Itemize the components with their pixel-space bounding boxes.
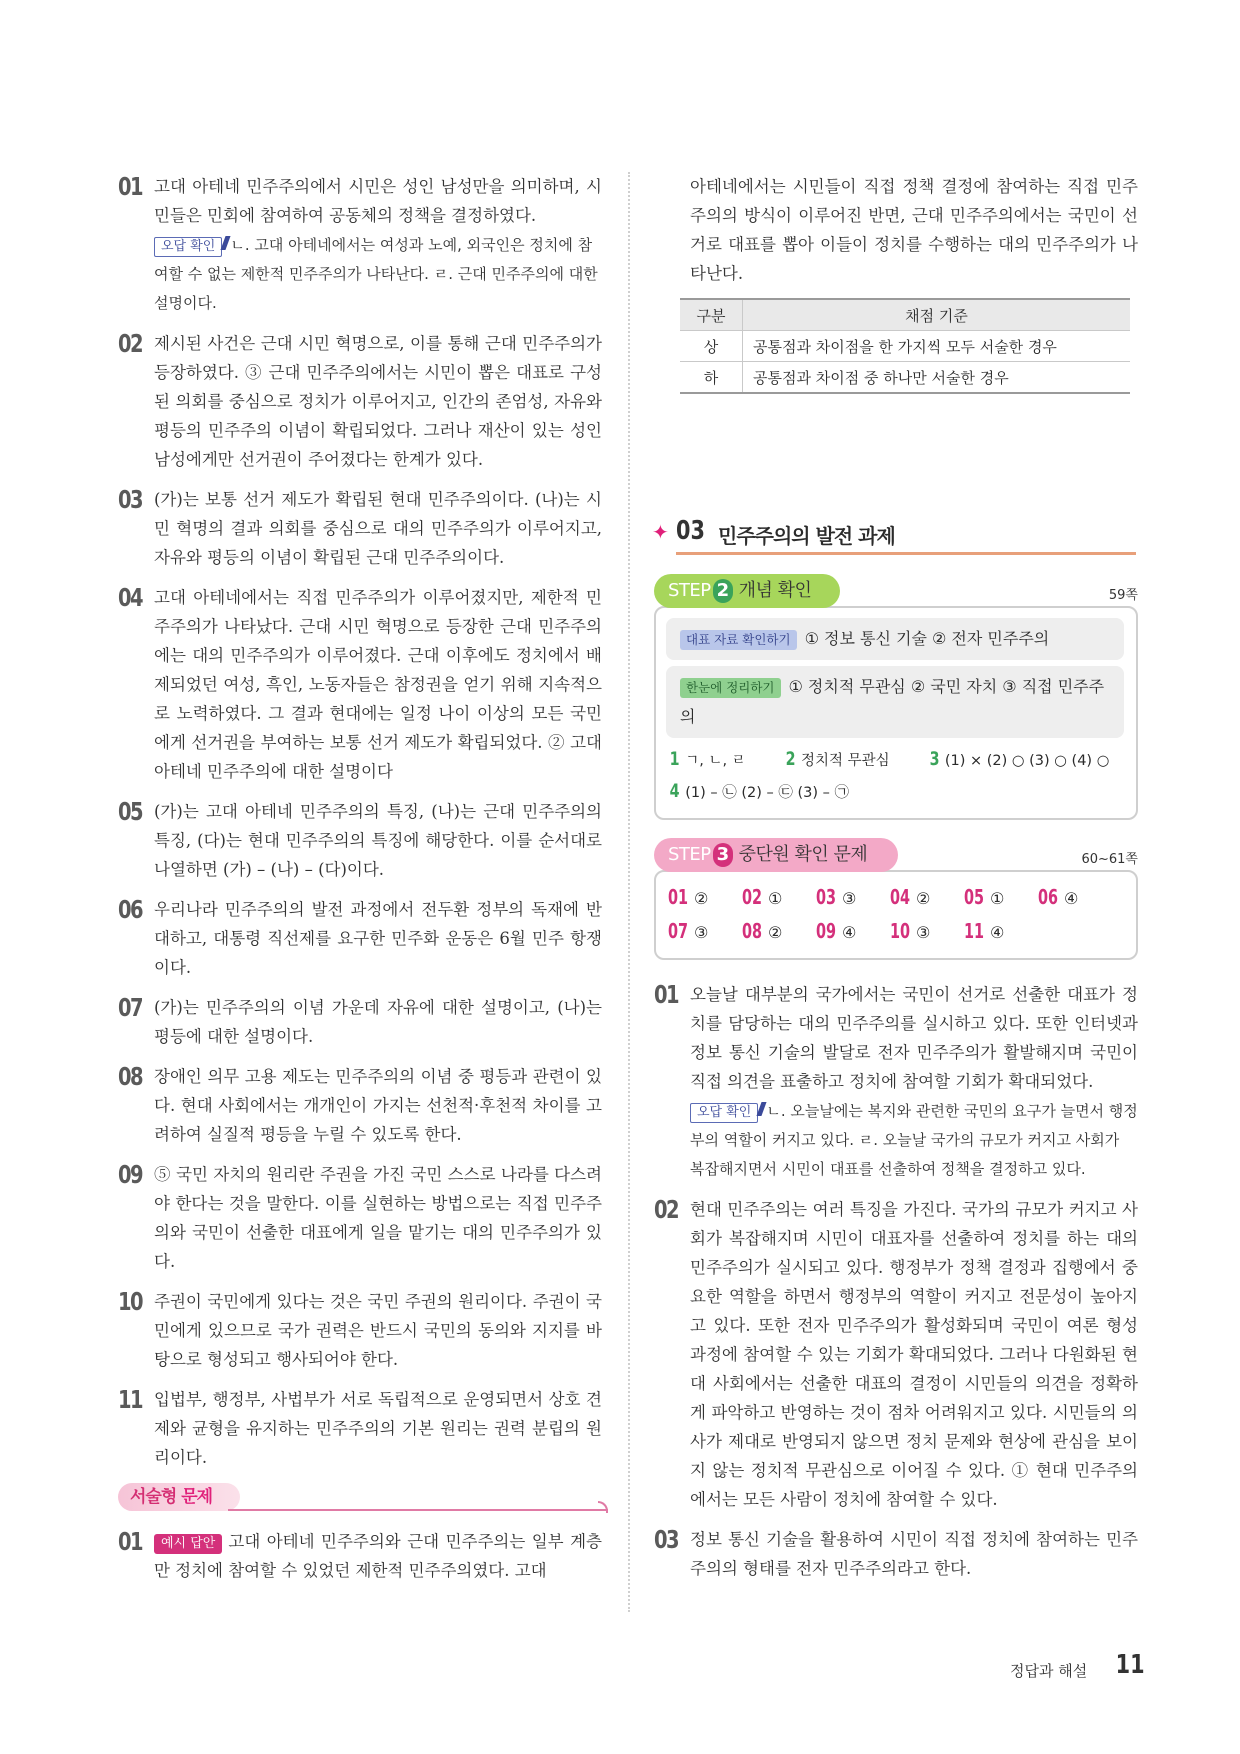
summary-tag: 한눈에 정리하기 xyxy=(680,678,781,698)
step-number-badge: 3 xyxy=(713,843,733,867)
grading-table xyxy=(680,298,1130,394)
item-text: (가)는 고대 아테네 민주주의의 특징, (나)는 근대 민주주의의 특징, (다)는 현대 민주주의의 특징에 해당한다. 이를 순서대로 나열하면 (가) – (나) – (다)이다. xyxy=(154,802,602,879)
answer-item-06 xyxy=(118,895,602,982)
item-number: 01 xyxy=(118,172,143,201)
essay-answer: 예시 답안 고대 아테네 민주주의와 근대 민주주의는 일부 계층만 정치에 참여할 수 있었던 제한적 민주주의였다. 고대 xyxy=(154,1532,602,1580)
list-item: 08 ② xyxy=(742,919,783,943)
item-text: (가)는 보통 선거 제도가 확립된 현대 민주주의이다. (나)는 시민 혁명의 결과 의회를 중심으로 대의 민주주의가 이루어지고, 자유와 평등의 이념이 확립된 근대 민주주의이다. xyxy=(154,490,602,567)
key-data-row: 대표 자료 확인하기 ① 정보 통신 기술 ② 전자 민주주의 xyxy=(666,618,1124,660)
step3-tab xyxy=(654,838,1138,874)
header-category: 구분 xyxy=(680,299,743,331)
grading-table-header xyxy=(680,299,1130,331)
table-row xyxy=(680,331,1130,362)
item-number: 01 xyxy=(654,980,679,1009)
list-item: 02 ① xyxy=(742,885,783,909)
step3-pill: STEP 3 중단원 확인 문제 xyxy=(654,838,898,872)
item-text: 고대 아테네에서는 직접 민주주의가 이루어졌지만, 제한적 민주주의가 나타났다. 근대 시민 혁명으로 등장한 근대 민주주의에는 대의 민주주의가 이루어졌다. 근대 이후에도 정치에서 배제되었던 여성, 흑인, 노동자들은 참정권을 얻기 위해 지속적으로 노력하였다. 그 결과 현대에는 일정 나이 이상의 모든 국민에게 선거권을 부여하는 보통 선거 제도가 확립되었다. ② 고대 아테네 민주주의에 대한 설명이다 xyxy=(154,588,602,781)
header-criteria: 채점 기준 xyxy=(743,299,1131,331)
concept-answers-line-1: 1 ㄱ, ㄴ, ㄹ 2 정치적 무관심 3 (1) × (2) ○ (3) ○ (4) ○ xyxy=(669,748,1110,770)
grade-level: 상 xyxy=(680,331,743,362)
summary-row: 한눈에 정리하기 ① 정치적 무관심 ② 국민 자치 ③ 직접 민주주의 xyxy=(666,666,1124,738)
wrong-answer-note xyxy=(690,1097,1138,1184)
star-icon: ✦ xyxy=(652,520,669,544)
item-text: 장애인 의무 고용 제도는 민주주의의 이념 중 평등과 관련이 있다. 현대 사회에서는 개개인이 가지는 선천적·후천적 차이를 고려하여 실질적 평등을 누릴 수 있도록 한다. xyxy=(154,1067,602,1144)
item-number: 03 xyxy=(654,1525,679,1554)
item-text: 제시된 사건은 근대 시민 혁명으로, 이를 통해 근대 민주주의가 등장하였다. ③ 근대 민주주의에서는 시민이 뽑은 대표로 구성된 의회를 중심으로 정치가 이루어지고, 인간의 존엄성, 자유와 평등의 민주주의 이념이 확립되었다. 그러나 재산이 있는 성인 남성에게만 선거권이 주어졌다는 한계가 있다. xyxy=(154,334,602,469)
item-text: 입법부, 행정부, 사법부가 서로 독립적으로 운영되면서 상호 견제와 균형을 유지하는 민주주의의 기본 원리는 권력 분립의 원리이다. xyxy=(154,1390,602,1467)
list-item: 10 ③ xyxy=(890,919,931,943)
answer-item-01 xyxy=(118,172,602,318)
right-answer-item-01 xyxy=(654,980,1138,1184)
wrong-answer-badge: 오답 확인 xyxy=(690,1103,758,1123)
answer-item-02 xyxy=(118,329,602,474)
list-item: 03 ③ xyxy=(816,885,857,909)
wrong-answer-note xyxy=(154,231,602,318)
item-text: 현대 민주주의는 여러 특징을 가진다. 국가의 규모가 커지고 사회가 복잡해지며 시민이 대표자를 선출하여 정치를 하는 대의 민주주의가 실시되고 있다. 행정부가 정책 결정과 집행에서 중요한 역할을 하면서 행정부의 역할이 커지고 전문성이 높아지고 있다. 또한 전자 민주주의가 활성화되며 국민이 여론 형성 과정에 참여할 수 있는 기회가 확대되었다. 그러나 다원화된 현대 사회에서는 선출한 대표의 결정이 시민들의 의견을 정확하게 파악하고 반영하는 것이 점차 어려워지고 있다. 시민들의 의사가 제대로 반영되지 않으면 정치 문제와 현상에 관심을 보이지 않는 정치적 무관심으로 이어질 수 있다. ① 현대 민주주의에서는 모든 사람이 정치에 참여할 수 있다. xyxy=(690,1200,1138,1509)
page-ref: 59쪽 xyxy=(1108,588,1138,603)
item-text: 주권이 국민에게 있다는 것은 국민 주권의 원리이다. 주권이 국민에게 있으므로 국가 권력은 반드시 국민의 동의와 지지를 바탕으로 형성되고 행사되어야 한다. xyxy=(154,1292,602,1369)
right-answer-item-03 xyxy=(654,1525,1138,1583)
answer-item-07 xyxy=(118,993,602,1051)
answer-item-08 xyxy=(118,1062,602,1149)
table-row xyxy=(680,362,1130,394)
note-text: ㄴ. 오늘날에는 복지와 관련한 국민의 요구가 늘면서 행정부의 역할이 커지고 있다. ㄹ. 오늘날 국가의 규모가 커지고 사회가 복잡해지면서 시민이 대표를 선출하여 정책을 결정하고 있다. xyxy=(690,1102,1138,1178)
step2-block xyxy=(654,574,1138,820)
item-number: 01 xyxy=(118,1527,143,1556)
footer-label: 정답과 해설 xyxy=(1010,1662,1088,1680)
item-text: (가)는 민주주의의 이념 가운데 자유에 대한 설명이고, (나)는 평등에 대한 설명이다. xyxy=(154,998,602,1046)
item-number: 06 xyxy=(118,895,143,924)
list-item: 09 ④ xyxy=(816,919,857,943)
essay-section-header xyxy=(118,1483,602,1513)
column-divider xyxy=(628,172,630,1612)
item-number: 04 xyxy=(118,583,143,612)
list-item: 01 ② xyxy=(668,885,709,909)
step2-pill: STEP 2 개념 확인 xyxy=(654,574,840,608)
step-title: 중단원 확인 문제 xyxy=(738,844,868,865)
sample-answer-badge: 예시 답안 xyxy=(154,1534,222,1554)
essay-continued-text: 아테네에서는 시민들이 직접 정책 결정에 참여하는 직접 민주주의의 방식이 이루어진 반면, 근대 민주주의에서는 국민이 선거로 대표를 뽑아 이들이 정치를 수행하는 대의 민주주의가 나타난다. xyxy=(690,177,1138,283)
item-text: 우리나라 민주주의의 발전 과정에서 전두환 정부의 독재에 반대하고, 대통령 직선제를 요구한 민주화 운동은 6월 민주 항쟁이다. xyxy=(154,900,602,977)
page-number: 11 xyxy=(1115,1650,1145,1680)
item-number: 07 xyxy=(118,993,143,1022)
right-answer-item-02 xyxy=(654,1195,1138,1514)
list-item: 04 ② xyxy=(890,885,931,909)
list-item: 06 ④ xyxy=(1038,885,1079,909)
essay-header-line xyxy=(228,1509,608,1511)
item-number: 03 xyxy=(118,485,143,514)
item-text: 오늘날 대부분의 국가에서는 국민이 선거로 선출한 대표가 정치를 담당하는 대의 민주주의를 실시하고 있다. 또한 인터넷과 정보 통신 기술의 발달로 전자 민주주의가 활발해지며 국민이 직접 의견을 표출하고 정치에 참여할 기회가 확대되었다. xyxy=(690,985,1138,1091)
step2-tab xyxy=(654,574,1138,610)
item-number: 10 xyxy=(118,1287,143,1316)
right-column xyxy=(654,172,1138,1594)
step3-block xyxy=(654,838,1138,960)
concept-answers-line-2: 4 (1) – ㉡ (2) – ㉢ (3) – ㉠ xyxy=(669,780,849,802)
answer-item-03 xyxy=(118,485,602,572)
step3-box xyxy=(654,870,1138,960)
section-header xyxy=(654,516,1138,556)
item-text: 정보 통신 기술을 활용하여 시민이 직접 정치에 참여하는 민주주의의 형태를 전자 민주주의라고 한다. xyxy=(690,1530,1138,1578)
answer-item-05 xyxy=(118,797,602,884)
answer-item-04 xyxy=(118,583,602,786)
item-number: 02 xyxy=(118,329,143,358)
essay-continued xyxy=(654,172,1138,288)
item-number: 05 xyxy=(118,797,143,826)
section-number: 03 xyxy=(676,516,705,546)
answer-grid xyxy=(666,882,1124,948)
left-column xyxy=(118,172,602,1596)
list-item: 05 ① xyxy=(964,885,1005,909)
step-number-badge: 2 xyxy=(713,579,733,603)
answer-item-10 xyxy=(118,1287,602,1374)
item-number: 09 xyxy=(118,1160,143,1189)
item-number: 08 xyxy=(118,1062,143,1091)
answer-item-11 xyxy=(118,1385,602,1472)
grade-criteria: 공통점과 차이점 중 하나만 서술한 경우 xyxy=(743,362,1131,394)
section-underline xyxy=(676,552,1136,555)
note-text: ㄴ. 고대 아테네에서는 여성과 노예, 외국인은 정치에 참여할 수 없는 제한적 민주주의가 나타난다. ㄹ. 근대 민주주의에 대한 설명이다. xyxy=(154,236,598,312)
step-title: 개념 확인 xyxy=(738,580,812,601)
grade-criteria: 공통점과 차이점을 한 가지씩 모두 서술한 경우 xyxy=(743,331,1131,362)
essay-title: 서술형 문제 xyxy=(118,1483,240,1511)
item-number: 11 xyxy=(118,1385,143,1414)
key-data-tag: 대표 자료 확인하기 xyxy=(680,630,797,650)
item-text: ⑤ 국민 자치의 원리란 주권을 가진 국민 스스로 나라를 다스려야 한다는 것을 말한다. 이를 실현하는 방법으로는 직접 민주주의와 국민이 선출한 대표에게 일을 맡기는 대의 민주주의가 있다. xyxy=(154,1165,602,1271)
list-item: 11 ④ xyxy=(964,919,1005,943)
item-number: 02 xyxy=(654,1195,679,1224)
list-item: 07 ③ xyxy=(668,919,709,943)
answer-item-09 xyxy=(118,1160,602,1276)
page-ref: 60~61쪽 xyxy=(1081,852,1138,867)
grade-level: 하 xyxy=(680,362,743,394)
section-title: 민주주의의 발전 과제 xyxy=(718,524,895,548)
essay-item-01 xyxy=(118,1527,602,1585)
item-text: 고대 아테네 민주주의에서 시민은 성인 남성만을 의미하며, 시민들은 민회에 참여하여 공동체의 정책을 결정하였다. xyxy=(154,177,602,225)
step2-box xyxy=(654,606,1138,820)
wrong-answer-badge: 오답 확인 xyxy=(154,237,222,257)
